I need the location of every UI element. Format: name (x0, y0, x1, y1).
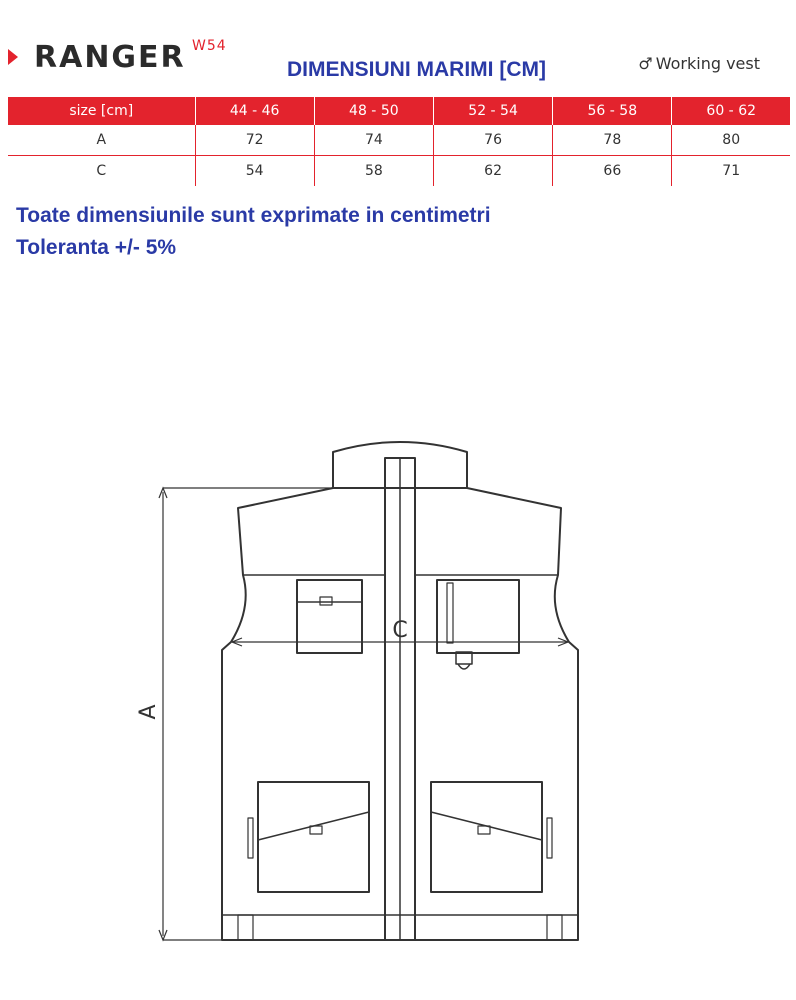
row-label: C (8, 156, 195, 187)
table-cell: 71 (722, 163, 741, 179)
side-tab-left (248, 818, 253, 858)
table-row (8, 125, 790, 156)
hem-tab-right (547, 915, 562, 940)
lower-pocket-right-flap (431, 782, 542, 840)
product-code: W54 (192, 38, 227, 54)
lower-pocket-left (258, 782, 369, 892)
header-cell: 60 - 62 (672, 97, 790, 125)
table-cell: 74 (314, 125, 433, 156)
table-cell: 58 (314, 156, 433, 187)
product-type-label: Working vest (655, 54, 760, 73)
hem-tab-left (238, 915, 253, 940)
table-cell: 72 (195, 125, 314, 156)
table-cell: 66 (553, 156, 672, 187)
page-title: DIMENSIUNI MARIMI [CM] (287, 58, 546, 81)
lower-pocket-right (431, 782, 542, 892)
table-cell: 62 (433, 156, 552, 187)
vest-outline (222, 442, 578, 940)
brand-name: RANGER (34, 40, 186, 75)
dimension-a-label: A (136, 704, 161, 720)
table-header-row (8, 97, 790, 125)
size-table (8, 97, 790, 186)
lower-pocket-left-flap (258, 782, 369, 840)
chest-pocket-left-pen-slot (320, 597, 332, 605)
table-cell: 78 (553, 125, 672, 156)
header (0, 0, 796, 95)
table-cell: 76 (433, 125, 552, 156)
table-row (8, 156, 790, 187)
header-cell: 44 - 46 (195, 97, 314, 125)
header-cell: 56 - 58 (553, 97, 672, 125)
units-note: Toate dimensiunile sunt exprimate in centimetri (16, 204, 491, 227)
tolerance-note: Toleranta +/- 5% (16, 236, 177, 259)
vest-diagram (0, 420, 796, 980)
side-tab-right (547, 818, 552, 858)
male-symbol-icon: ♂ (638, 54, 653, 73)
table-cell: 54 (195, 156, 314, 187)
chest-pocket-right-zip (447, 583, 453, 643)
header-cell: 52 - 54 (433, 97, 552, 125)
row-label: A (8, 125, 195, 156)
header-cell: size [cm] (8, 97, 195, 125)
dimension-a (159, 488, 333, 940)
product-type (638, 54, 760, 73)
chest-pocket-left-flap (297, 580, 362, 602)
header-cell: 48 - 50 (314, 97, 433, 125)
brand-arrow-icon (8, 49, 18, 65)
table-cell: 80 (672, 125, 790, 156)
dimension-c-label: C (392, 618, 408, 643)
